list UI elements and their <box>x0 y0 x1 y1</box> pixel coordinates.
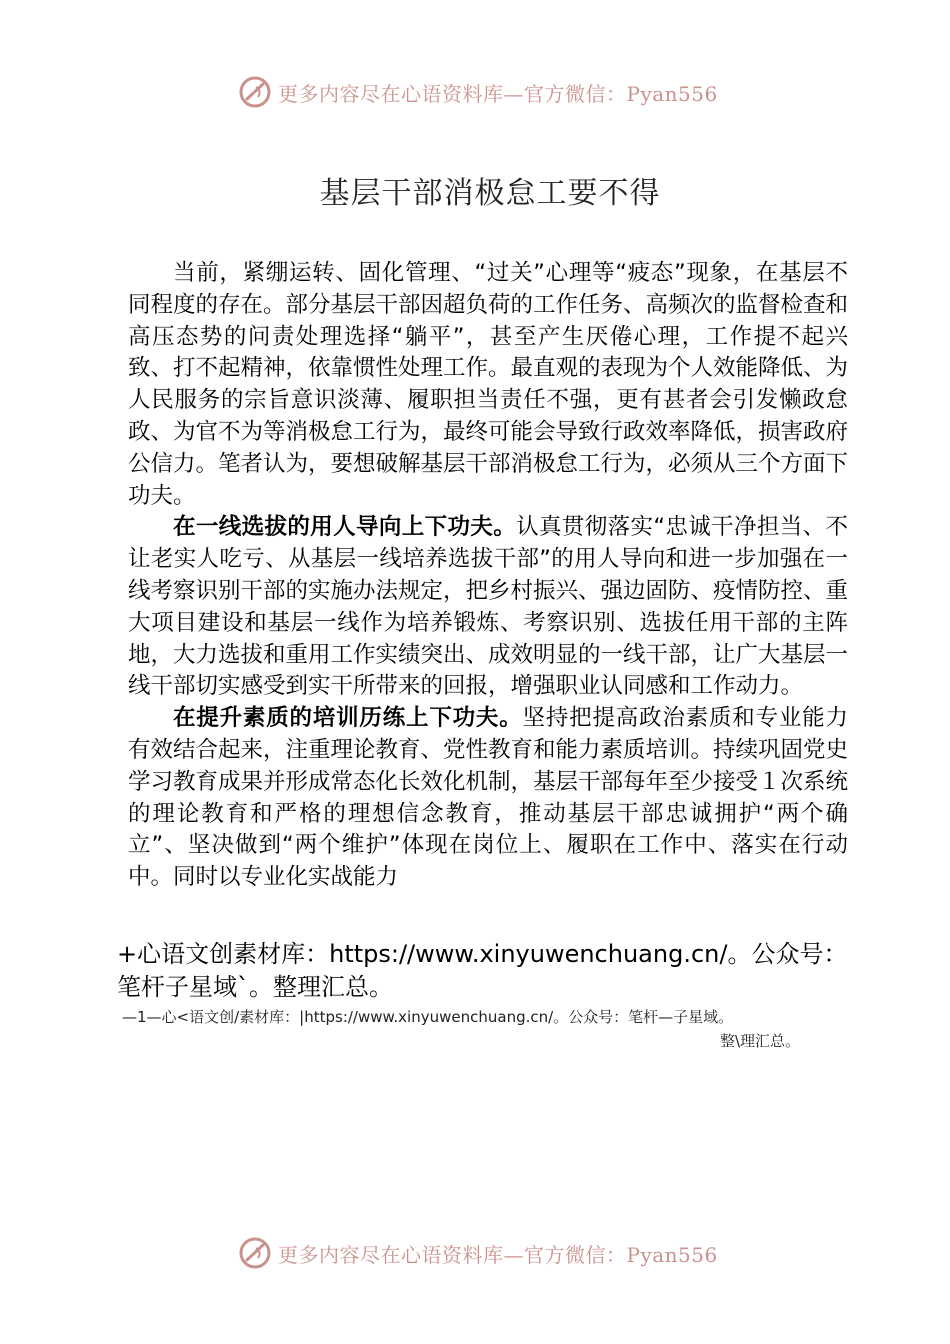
paragraph-2-heading: 在提升素质的培训历练上下功夫。 <box>173 705 523 732</box>
watermark-text: 更多内容尽在心语资料库—官方微信：Pyan556 <box>278 81 718 106</box>
watermark-top <box>238 74 718 110</box>
paragraph-1-body: 认真贯彻落实“忠诚干净担当、不让老实人吃亏、从基层一线培养选拔干部”的用人导向和进一步加强在一线考察识别干部的实施办法规定，把乡村振兴、强边固防、疫情防控、重大项目建设和基层一线作为培养锻炼、考察识别、选拔任用干部的主阵地，大力选拔和重用工作实绩突出、成效明显的一线干部，让广大基层一线干部切实感受到实干所带来的回报，增强职业认同感和工作动力。 <box>128 514 849 700</box>
document-title: 基层干部消极怠工要不得 <box>319 176 661 211</box>
promo-block <box>117 938 917 1004</box>
document-body <box>128 258 848 894</box>
paragraph-1-heading: 在一线选拔的用人导向上下功夫。 <box>173 514 517 541</box>
watermark-bottom <box>238 1235 718 1271</box>
quill-stamp-icon <box>238 75 272 109</box>
watermark-text: 更多内容尽在心语资料库—官方微信：Pyan556 <box>278 1242 718 1267</box>
paragraph-2 <box>128 703 848 894</box>
intro-paragraph: 当前，紧绷运转、固化管理、“过关”心理等“疲态”现象，在基层不同程度的存在。部分基层干部因超负荷的工作任务、高频次的监督检查和高压态势的问责处理选择“躺平”，甚至产生厌倦心理，工作提不起兴致、打不起精神，依靠惯性处理工作。最直观的表现为个人效能降低、为人民服务的宗旨意识淡薄、履职担当责任不强，更有甚者会引发懒政怠政、为官不为等消极怠工行为，最终可能会导致行政效率降低，损害政府公信力。笔者认为，要想破解基层干部消极怠工行为，必须从三个方面下功夫。 <box>128 260 849 509</box>
paragraph-1 <box>128 512 848 703</box>
promo-line-1: +心语文创素材库：https://www.xinyuwenchuang.cn/。公众号： <box>117 940 848 968</box>
paragraph-2-body: 坚持把提高政治素质和专业能力有效结合起来，注重理论教育、党性教育和能力素质培训。持续巩固党史学习教育成果并形成常态化长效化机制，基层干部每年至少接受１次系统的理论教育和严格的理想信念教育，推动基层干部忠诚拥护“两个确立”、坚决做到“两个维护”体现在岗位上、履职在工作中、落实在行动中。同时以专业化实战能力 <box>128 705 849 891</box>
footer-line-1: —1—心<语文创/素材库：|https://www.xinyuwenchuang.cn/。公众号：笔杆—子星域。 <box>122 1008 734 1026</box>
footer-line-2: 整\理汇总。 <box>720 1032 801 1050</box>
promo-line-2: 笔杆子星域`。整理汇总。 <box>117 973 393 1001</box>
quill-stamp-icon <box>238 1236 272 1270</box>
